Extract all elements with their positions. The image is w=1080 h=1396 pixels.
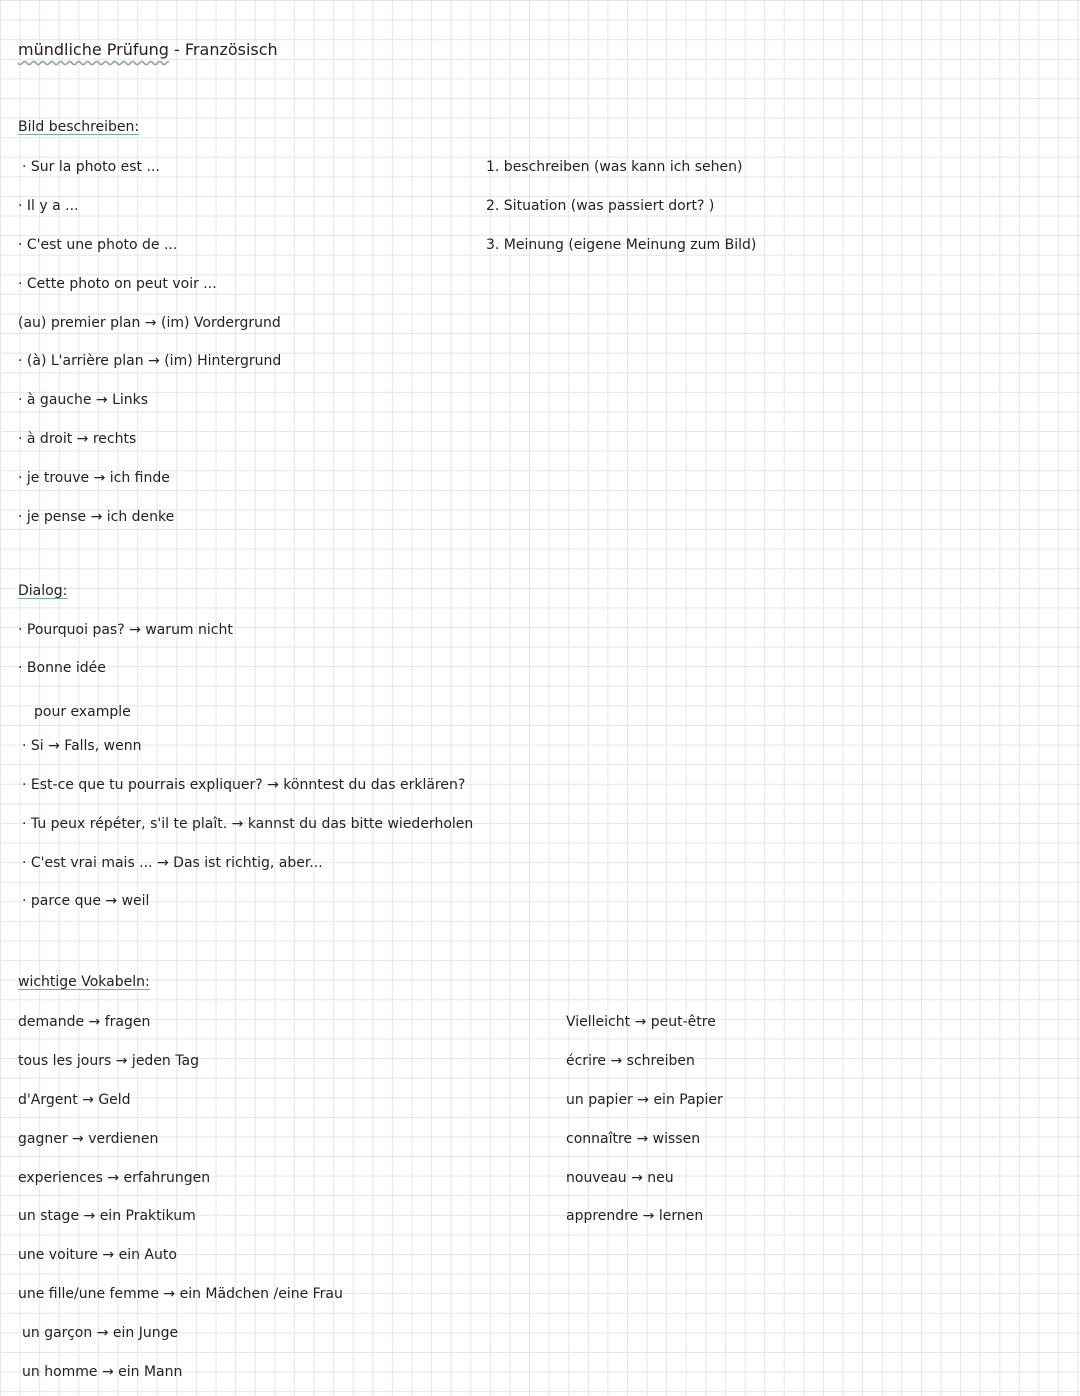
vokabel-left: un garçon → ein Junge <box>22 1325 179 1341</box>
dialog-line: · C'est vrai mais ... → Das ist richtig, aber... <box>22 855 323 871</box>
bild-step: 3. Meinung (eigene Meinung zum Bild) <box>486 237 757 253</box>
dialog-heading: Dialog: <box>18 583 68 599</box>
dialog-line: · Si → Falls, wenn <box>22 738 142 754</box>
bild-phrase: · à gauche → Links <box>18 392 149 408</box>
title-main: mündliche Prüfung <box>18 40 169 59</box>
vokabel-left: demande → fragen <box>18 1014 151 1030</box>
dialog-line: · parce que → weil <box>22 893 150 909</box>
vokabel-right: apprendre → lernen <box>566 1208 704 1224</box>
dialog-line: · Tu peux répéter, s'il te plaît. → kannst du das bitte wiederholen <box>22 816 474 832</box>
dialog-line: · Est-ce que tu pourrais expliquer? → könntest du das erklären? <box>22 777 466 793</box>
dialog-line: pour example <box>34 704 131 720</box>
bild-phrase: · je trouve → ich finde <box>18 470 170 486</box>
bild-step: 2. Situation (was passiert dort? ) <box>486 198 715 214</box>
vokabel-right: nouveau → neu <box>566 1170 674 1186</box>
vokabeln-heading: wichtige Vokabeln: <box>18 974 150 990</box>
bild-phrase: · (à) L'arrière plan → (im) Hintergrund <box>18 353 282 369</box>
vokabel-right: Vielleicht → peut-être <box>566 1014 716 1030</box>
page-title <box>18 40 278 59</box>
dialog-line: · Bonne idée <box>18 660 106 676</box>
bild-phrase: · Cette photo on peut voir ... <box>18 276 217 292</box>
bild-phrase: · je pense → ich denke <box>18 509 175 525</box>
bild-phrase: · Sur la photo est ... <box>22 159 160 175</box>
bild-phrase: (au) premier plan → (im) Vordergrund <box>18 315 281 331</box>
vokabel-left: tous les jours → jeden Tag <box>18 1053 199 1069</box>
vokabel-left: d'Argent → Geld <box>18 1092 131 1108</box>
bild-heading: Bild beschreiben: <box>18 119 140 135</box>
vokabel-right: écrire → schreiben <box>566 1053 695 1069</box>
vokabel-right: connaître → wissen <box>566 1131 701 1147</box>
vokabel-left: un homme → ein Mann <box>22 1364 183 1380</box>
vokabel-left: une voiture → ein Auto <box>18 1247 177 1263</box>
bild-phrase: · à droit → rechts <box>18 431 137 447</box>
bild-step: 1. beschreiben (was kann ich sehen) <box>486 159 743 175</box>
vokabel-left: gagner → verdienen <box>18 1131 159 1147</box>
title-subject: - Französisch <box>174 40 278 59</box>
bild-phrase: · Il y a ... <box>18 198 79 214</box>
dialog-line: · Pourquoi pas? → warum nicht <box>18 622 233 638</box>
vokabel-left: une fille/une femme → ein Mädchen /eine Frau <box>18 1286 343 1302</box>
bild-phrase: · C'est une photo de ... <box>18 237 178 253</box>
vokabel-left: experiences → erfahrungen <box>18 1170 211 1186</box>
vokabel-right: un papier → ein Papier <box>566 1092 723 1108</box>
vokabel-left: un stage → ein Praktikum <box>18 1208 196 1224</box>
